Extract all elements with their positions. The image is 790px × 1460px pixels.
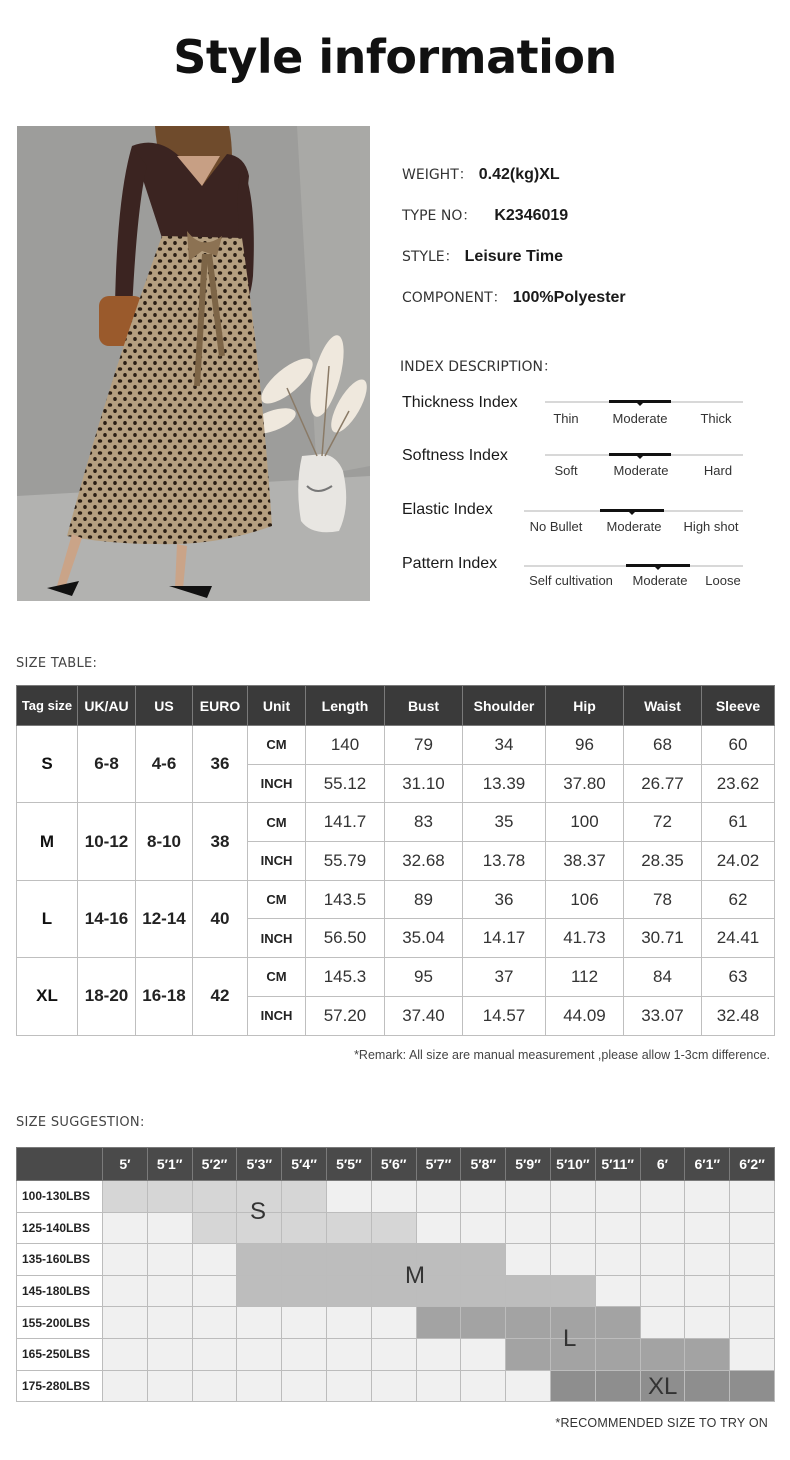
suggestion-cell — [730, 1307, 775, 1339]
measure-cell: 26.77 — [624, 764, 702, 803]
suggestion-cell — [103, 1307, 148, 1339]
suggestion-cell — [103, 1338, 148, 1370]
size-table — [16, 685, 775, 1036]
measure-cell: 33.07 — [624, 996, 702, 1035]
suggestion-cell — [416, 1370, 461, 1402]
height-header: 6′ — [640, 1148, 685, 1181]
suggestion-cell — [595, 1370, 640, 1402]
suggestion-cell — [192, 1181, 237, 1213]
size-row-xl-cm — [17, 958, 775, 997]
elastic-index-label: Elastic Index — [402, 501, 493, 518]
suggestion-cell — [685, 1307, 730, 1339]
suggestion-cell — [595, 1275, 640, 1307]
recommended-note: *RECOMMENDED SIZE TO TRY ON — [555, 1416, 768, 1430]
suggestion-cell — [416, 1307, 461, 1339]
column-header: Waist — [624, 686, 702, 726]
suggestion-cell — [371, 1307, 416, 1339]
zone-label-xl: XL — [648, 1373, 678, 1400]
height-header: 5′5″ — [326, 1148, 371, 1181]
euro-cell: 38 — [193, 803, 248, 880]
measure-cell: 36 — [463, 880, 546, 919]
measure-cell: 14.57 — [463, 996, 546, 1035]
size-table-label: SIZE TABLE: — [16, 656, 98, 671]
suggestion-cell — [461, 1181, 506, 1213]
measure-cell: 30.71 — [624, 919, 702, 958]
suggestion-cell — [461, 1370, 506, 1402]
us-cell: 8-10 — [136, 803, 193, 880]
suggestion-cell — [282, 1338, 327, 1370]
measure-cell: 24.41 — [702, 919, 775, 958]
weight-row — [17, 1338, 775, 1370]
size-cell: L — [17, 880, 78, 957]
measure-cell: 100 — [546, 803, 624, 842]
suggestion-cell — [506, 1244, 551, 1276]
suggestion-cell — [282, 1307, 327, 1339]
size-cell: M — [17, 803, 78, 880]
suggestion-cell — [237, 1244, 282, 1276]
product-photo — [17, 126, 370, 601]
measure-cell: 44.09 — [546, 996, 624, 1035]
suggestion-cell — [595, 1212, 640, 1244]
suggestion-cell — [326, 1181, 371, 1213]
suggestion-cell — [326, 1244, 371, 1276]
unit-cell: CM — [248, 958, 306, 997]
unit-cell: INCH — [248, 996, 306, 1035]
suggestion-cell — [237, 1338, 282, 1370]
height-header: 5′2″ — [192, 1148, 237, 1181]
thickness-option: Moderate — [612, 411, 668, 426]
size-suggestion-label: SIZE SUGGESTION: — [16, 1115, 145, 1130]
measure-cell: 32.48 — [702, 996, 775, 1035]
suggestion-cell — [550, 1275, 595, 1307]
measure-cell: 72 — [624, 803, 702, 842]
measure-cell: 56.50 — [306, 919, 385, 958]
suggestion-cell — [730, 1275, 775, 1307]
unit-cell: INCH — [248, 764, 306, 803]
weight-row — [17, 1181, 775, 1213]
suggestion-cell — [416, 1181, 461, 1213]
unit-cell: CM — [248, 726, 306, 765]
column-header: Hip — [546, 686, 624, 726]
measure-cell: 23.62 — [702, 764, 775, 803]
suggestion-cell — [371, 1212, 416, 1244]
suggestion-cell — [595, 1244, 640, 1276]
measure-cell: 34 — [463, 726, 546, 765]
suggestion-cell — [595, 1307, 640, 1339]
column-header: Unit — [248, 686, 306, 726]
suggestion-cell — [147, 1244, 192, 1276]
column-header: Bust — [385, 686, 463, 726]
suggestion-cell — [550, 1212, 595, 1244]
column-header: Shoulder — [463, 686, 546, 726]
measure-cell: 61 — [702, 803, 775, 842]
measure-cell: 140 — [306, 726, 385, 765]
height-header: 5′1″ — [147, 1148, 192, 1181]
suggestion-cell — [147, 1181, 192, 1213]
suggestion-cell — [416, 1338, 461, 1370]
info-value: K2346019 — [494, 207, 569, 224]
column-header: Sleeve — [702, 686, 775, 726]
thickness-index-marker — [609, 400, 671, 403]
info-label: TYPE NO： — [402, 208, 477, 224]
info-weight — [402, 164, 560, 184]
zone-label-m: M — [405, 1262, 425, 1289]
suggestion-cell — [237, 1275, 282, 1307]
suggestion-cell — [730, 1338, 775, 1370]
suggestion-cell — [730, 1244, 775, 1276]
suggestion-cell — [550, 1244, 595, 1276]
measure-cell: 14.17 — [463, 919, 546, 958]
suggestion-cell — [282, 1212, 327, 1244]
suggestion-cell — [461, 1275, 506, 1307]
info-style — [402, 246, 563, 266]
info-label: WEIGHT： — [402, 167, 473, 183]
zone-label-s: S — [250, 1198, 267, 1225]
suggestion-cell — [506, 1275, 551, 1307]
us-cell: 16-18 — [136, 958, 193, 1035]
size-suggestion-table — [16, 1147, 775, 1402]
weight-row — [17, 1307, 775, 1339]
corner-header — [17, 1148, 103, 1181]
weight-label: 145-180LBS — [17, 1275, 103, 1307]
suggestion-cell — [192, 1212, 237, 1244]
measure-cell: 24.02 — [702, 842, 775, 881]
suggestion-cell — [192, 1370, 237, 1402]
suggestion-cell — [371, 1370, 416, 1402]
suggestion-cell — [685, 1212, 730, 1244]
measure-cell: 38.37 — [546, 842, 624, 881]
measure-cell: 78 — [624, 880, 702, 919]
weight-label: 155-200LBS — [17, 1307, 103, 1339]
measure-cell: 143.5 — [306, 880, 385, 919]
measure-cell: 89 — [385, 880, 463, 919]
suggestion-cell — [506, 1338, 551, 1370]
size-table-header — [17, 686, 775, 726]
us-cell: 12-14 — [136, 880, 193, 957]
thickness-index-label: Thickness Index — [402, 394, 518, 411]
measure-cell: 28.35 — [624, 842, 702, 881]
softness-option: Soft — [554, 463, 578, 478]
measure-cell: 37.40 — [385, 996, 463, 1035]
suggestion-cell — [595, 1181, 640, 1213]
suggestion-cell — [326, 1370, 371, 1402]
height-header: 5′4″ — [282, 1148, 327, 1181]
suggestion-cell — [685, 1275, 730, 1307]
us-cell: 4-6 — [136, 726, 193, 803]
suggestion-cell — [147, 1275, 192, 1307]
height-header: 5′9″ — [506, 1148, 551, 1181]
suggestion-cell — [103, 1275, 148, 1307]
measure-cell: 141.7 — [306, 803, 385, 842]
measure-cell: 83 — [385, 803, 463, 842]
suggestion-cell — [192, 1338, 237, 1370]
softness-option: Hard — [703, 463, 733, 478]
suggestion-cell — [282, 1244, 327, 1276]
column-header: US — [136, 686, 193, 726]
suggestion-cell — [282, 1275, 327, 1307]
suggestion-cell — [192, 1275, 237, 1307]
elastic-option: No Bullet — [529, 519, 583, 534]
measure-cell: 55.79 — [306, 842, 385, 881]
info-value: 0.42(kg)XL — [478, 166, 560, 183]
page-title: Style information — [173, 30, 617, 84]
softness-index-marker — [609, 453, 671, 456]
elastic-option: Moderate — [606, 519, 662, 534]
uk-au-cell: 14-16 — [78, 880, 136, 957]
suggestion-cell — [282, 1181, 327, 1213]
euro-cell: 40 — [193, 880, 248, 957]
column-header: Tag size — [17, 686, 78, 726]
suggestion-cell — [730, 1370, 775, 1402]
uk-au-cell: 6-8 — [78, 726, 136, 803]
pattern-index-marker — [626, 564, 690, 567]
info-type-no — [402, 205, 568, 225]
size-cell: XL — [17, 958, 78, 1035]
index-description-heading: INDEX DESCRIPTION： — [400, 359, 558, 375]
measure-cell: 35.04 — [385, 919, 463, 958]
weight-label: 125-140LBS — [17, 1212, 103, 1244]
uk-au-cell: 18-20 — [78, 958, 136, 1035]
suggestion-cell — [371, 1338, 416, 1370]
measure-cell: 112 — [546, 958, 624, 997]
suggestion-cell — [640, 1275, 685, 1307]
softness-index-label: Softness Index — [402, 447, 508, 464]
suggestion-cell — [730, 1212, 775, 1244]
info-value: 100%Polyester — [512, 289, 626, 306]
size-row-l-cm — [17, 880, 775, 919]
suggestion-cell — [147, 1370, 192, 1402]
measure-cell: 57.20 — [306, 996, 385, 1035]
measure-cell: 62 — [702, 880, 775, 919]
suggestion-cell — [640, 1244, 685, 1276]
measure-cell: 68 — [624, 726, 702, 765]
suggestion-cell — [550, 1370, 595, 1402]
suggestion-cell — [506, 1370, 551, 1402]
suggestion-cell — [461, 1338, 506, 1370]
suggestion-cell — [506, 1181, 551, 1213]
size-row-s-cm — [17, 726, 775, 765]
suggestion-cell — [640, 1181, 685, 1213]
thickness-option: Thin — [553, 411, 579, 426]
size-row-m-cm — [17, 803, 775, 842]
suggestion-cell — [685, 1338, 730, 1370]
suggestion-cell — [147, 1307, 192, 1339]
suggestion-cell — [237, 1307, 282, 1339]
zone-label-l: L — [563, 1325, 577, 1352]
column-header: Length — [306, 686, 385, 726]
column-header: EURO — [193, 686, 248, 726]
suggestion-cell — [461, 1212, 506, 1244]
measure-cell: 84 — [624, 958, 702, 997]
pattern-index-label: Pattern Index — [402, 555, 498, 572]
suggestion-cell — [237, 1370, 282, 1402]
elastic-index-marker — [600, 509, 664, 512]
info-label: COMPONENT： — [402, 290, 507, 306]
suggestion-cell — [103, 1181, 148, 1213]
suggestion-cell — [640, 1212, 685, 1244]
measure-cell: 106 — [546, 880, 624, 919]
weight-label: 175-280LBS — [17, 1370, 103, 1402]
suggestion-cell — [192, 1307, 237, 1339]
euro-cell: 36 — [193, 726, 248, 803]
euro-cell: 42 — [193, 958, 248, 1035]
height-header: 5′8″ — [461, 1148, 506, 1181]
measure-cell: 13.39 — [463, 764, 546, 803]
height-header: 5′3″ — [237, 1148, 282, 1181]
weight-label: 100-130LBS — [17, 1181, 103, 1213]
height-header: 5′11″ — [595, 1148, 640, 1181]
size-remark: *Remark: All size are manual measurement ,please allow 1-3cm difference. — [354, 1048, 770, 1062]
unit-cell: INCH — [248, 842, 306, 881]
suggestion-cell — [640, 1307, 685, 1339]
unit-cell: CM — [248, 803, 306, 842]
weight-row — [17, 1275, 775, 1307]
height-header: 5′10″ — [550, 1148, 595, 1181]
measure-cell: 63 — [702, 958, 775, 997]
thickness-option: Thick — [700, 411, 732, 426]
suggestion-cell — [192, 1244, 237, 1276]
suggestion-cell — [730, 1181, 775, 1213]
size-cell: S — [17, 726, 78, 803]
suggestion-cell — [685, 1370, 730, 1402]
weight-label: 165-250LBS — [17, 1338, 103, 1370]
suggestion-cell — [550, 1181, 595, 1213]
suggestion-cell — [685, 1244, 730, 1276]
measure-cell: 32.68 — [385, 842, 463, 881]
suggestion-cell — [103, 1212, 148, 1244]
suggestion-cell — [326, 1338, 371, 1370]
suggestion-cell — [416, 1212, 461, 1244]
softness-option: Moderate — [613, 463, 669, 478]
measure-cell: 55.12 — [306, 764, 385, 803]
height-header: 5′7″ — [416, 1148, 461, 1181]
suggestion-cell — [461, 1244, 506, 1276]
height-header: 6′1″ — [685, 1148, 730, 1181]
measure-cell: 95 — [385, 958, 463, 997]
measure-cell: 35 — [463, 803, 546, 842]
suggestion-cell — [461, 1307, 506, 1339]
column-header: UK/AU — [78, 686, 136, 726]
info-label: STYLE： — [402, 249, 459, 265]
unit-cell: INCH — [248, 919, 306, 958]
measure-cell: 41.73 — [546, 919, 624, 958]
measure-cell: 145.3 — [306, 958, 385, 997]
suggestion-cell — [103, 1370, 148, 1402]
suggestion-cell — [506, 1307, 551, 1339]
suggestion-cell — [685, 1181, 730, 1213]
measure-cell: 13.78 — [463, 842, 546, 881]
suggestion-cell — [326, 1212, 371, 1244]
pattern-option: Moderate — [632, 573, 688, 588]
measure-cell: 96 — [546, 726, 624, 765]
suggestion-cell — [371, 1181, 416, 1213]
height-header: 6′2″ — [730, 1148, 775, 1181]
measure-cell: 60 — [702, 726, 775, 765]
suggestion-cell — [326, 1275, 371, 1307]
suggestion-cell — [326, 1307, 371, 1339]
size-suggestion-header — [17, 1148, 775, 1181]
info-component — [402, 287, 626, 307]
pattern-option: Self cultivation — [529, 573, 613, 588]
suggestion-cell — [640, 1338, 685, 1370]
info-value: Leisure Time — [464, 248, 564, 265]
suggestion-cell — [147, 1338, 192, 1370]
weight-row — [17, 1244, 775, 1276]
measure-cell: 79 — [385, 726, 463, 765]
elastic-option: High shot — [683, 519, 739, 534]
measure-cell: 31.10 — [385, 764, 463, 803]
pattern-option: Loose — [705, 573, 741, 588]
suggestion-cell — [147, 1212, 192, 1244]
measure-cell: 37 — [463, 958, 546, 997]
weight-label: 135-160LBS — [17, 1244, 103, 1276]
measure-cell: 37.80 — [546, 764, 624, 803]
suggestion-cell — [282, 1370, 327, 1402]
height-header: 5′6″ — [371, 1148, 416, 1181]
suggestion-cell — [506, 1212, 551, 1244]
unit-cell: CM — [248, 880, 306, 919]
suggestion-cell — [595, 1338, 640, 1370]
weight-row — [17, 1212, 775, 1244]
suggestion-cell — [103, 1244, 148, 1276]
uk-au-cell: 10-12 — [78, 803, 136, 880]
height-header: 5′ — [103, 1148, 148, 1181]
